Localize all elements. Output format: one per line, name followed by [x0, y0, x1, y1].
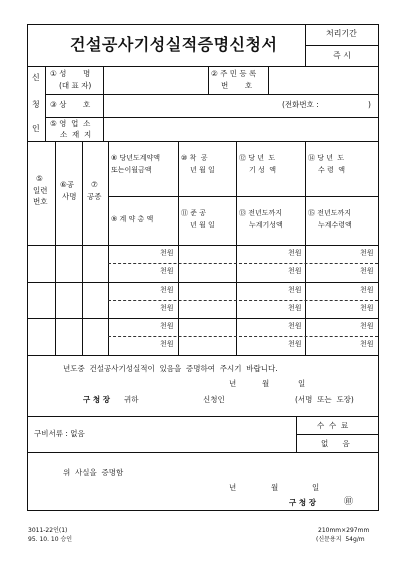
col-contract-total: ⑨ 계 약 총 액	[111, 215, 154, 223]
unit-label: 천원	[160, 322, 174, 330]
col-cumulative-received-2: 누계수령액	[318, 221, 352, 229]
unit-label: 천원	[360, 340, 374, 348]
unit-label: 천원	[288, 249, 302, 257]
unit-label: 천원	[288, 322, 302, 330]
col-received-this-year-2: 수 령 액	[318, 166, 345, 174]
phone-close: )	[368, 100, 371, 109]
unit-label: 천원	[288, 304, 302, 312]
office-address-field[interactable]	[104, 118, 378, 141]
unit-label: 천원	[360, 304, 374, 312]
business-name-field[interactable]	[104, 95, 274, 117]
unit-label: 천원	[160, 267, 174, 275]
name-field[interactable]	[104, 67, 207, 94]
col-project-name-1: ⑥공	[60, 180, 74, 189]
form-title: 건설공사기성실적증명신청서	[70, 35, 278, 54]
col-start-date-1: ⑩ 착 공	[181, 154, 208, 162]
issuance-date-year: 년	[229, 483, 237, 492]
col-progress-this-year-1: ⑫ 당 년 도	[239, 154, 276, 162]
paper-type: (신문용지 54g/m	[316, 536, 365, 543]
col-contract-this-year-1: ⑧ 당년도계약액	[111, 154, 161, 162]
unit-label: 천원	[360, 286, 374, 294]
col-cumulative-received-1: ⑮ 전년도까지	[308, 209, 352, 217]
processing-period-value: 즉 시	[333, 51, 351, 60]
unit-label: 천원	[160, 249, 174, 257]
col-serial-no-2: 일련	[33, 186, 48, 195]
col-completion-date-2: 년 월 일	[190, 221, 215, 229]
unit-label: 천원	[160, 340, 174, 348]
required-documents: 구비서류 : 없음	[34, 429, 85, 438]
signature-note: (서명 또는 도장)	[295, 395, 354, 404]
issuance-date-month: 월	[271, 483, 279, 492]
unit-label: 천원	[360, 267, 374, 275]
request-statement: 년도중 건설공사기성실적이 있음을 증명하여 주시기 바랍니다.	[63, 364, 278, 373]
processing-period-label: 처리기간	[326, 29, 357, 38]
recipient-suffix: 귀하	[124, 395, 139, 404]
col-work-type-1: ⑦	[91, 180, 98, 189]
name-label-rep: (대 표 자)	[59, 81, 92, 90]
resident-number-label: ② 주 민 등 록	[211, 69, 257, 78]
table-row[interactable]	[28, 283, 378, 318]
unit-label: 천원	[160, 304, 174, 312]
table-row[interactable]	[28, 319, 378, 355]
applicant-side-label-2: 청	[32, 100, 40, 109]
recipient-title: 구 청 장	[83, 395, 110, 404]
applicant-signature-label: 신청인	[203, 395, 225, 404]
unit-label: 천원	[288, 340, 302, 348]
issuance-statement: 위 사실을 증명함	[63, 468, 124, 477]
name-label: ① 성 명	[50, 69, 91, 78]
applicant-side-label-1: 신	[32, 73, 40, 82]
table-row[interactable]	[28, 246, 378, 282]
resident-number-field[interactable]	[269, 67, 378, 94]
col-received-this-year-1: ⑭ 당 년 도	[308, 154, 345, 162]
col-work-type-2: 공종	[87, 192, 102, 201]
unit-label: 천원	[360, 322, 374, 330]
form-code: 3011-22인(1)	[28, 527, 68, 534]
business-name-label: ③ 상 호	[50, 100, 91, 109]
phone-label: (전화번호 :	[282, 100, 319, 109]
approval-date: 95. 10. 10 승인	[28, 536, 73, 543]
col-serial-no-3: 번호	[33, 197, 48, 206]
paper-size: 210mm×297mm	[318, 527, 370, 534]
request-date-day: 일	[298, 379, 306, 388]
col-serial-no-1: ⑤	[36, 174, 43, 183]
col-completion-date-1: ⑪ 준 공	[181, 209, 206, 217]
col-cumulative-progress-1: ⑬ 전년도까지	[239, 209, 283, 217]
applicant-side-label-3: 인	[32, 124, 40, 133]
office-address-label: ⑤ 영 업 소	[50, 119, 91, 128]
unit-label: 천원	[160, 286, 174, 294]
col-project-name-2: 사명	[62, 192, 77, 201]
unit-label: 천원	[288, 286, 302, 294]
fee-value: 없 음	[321, 439, 350, 448]
issuance-date-day: 일	[312, 483, 320, 492]
unit-label: 천원	[360, 249, 374, 257]
fee-label: 수 수 료	[317, 421, 349, 430]
col-start-date-2: 년 월 일	[190, 166, 215, 174]
request-date-year: 년	[229, 379, 237, 388]
unit-label: 천원	[288, 267, 302, 275]
seal-icon: ㊞	[344, 497, 354, 507]
col-progress-this-year-2: 기 성 액	[249, 166, 276, 174]
col-cumulative-progress-2: 누계기성액	[249, 221, 283, 229]
office-address-label-2: 소 재 지	[60, 130, 92, 139]
resident-number-label-2: 번 호	[221, 81, 253, 90]
issuer-title: 구 청 장	[289, 498, 316, 507]
request-date-month: 월	[262, 379, 270, 388]
col-contract-this-year-2: 또는이월금액	[111, 166, 152, 174]
